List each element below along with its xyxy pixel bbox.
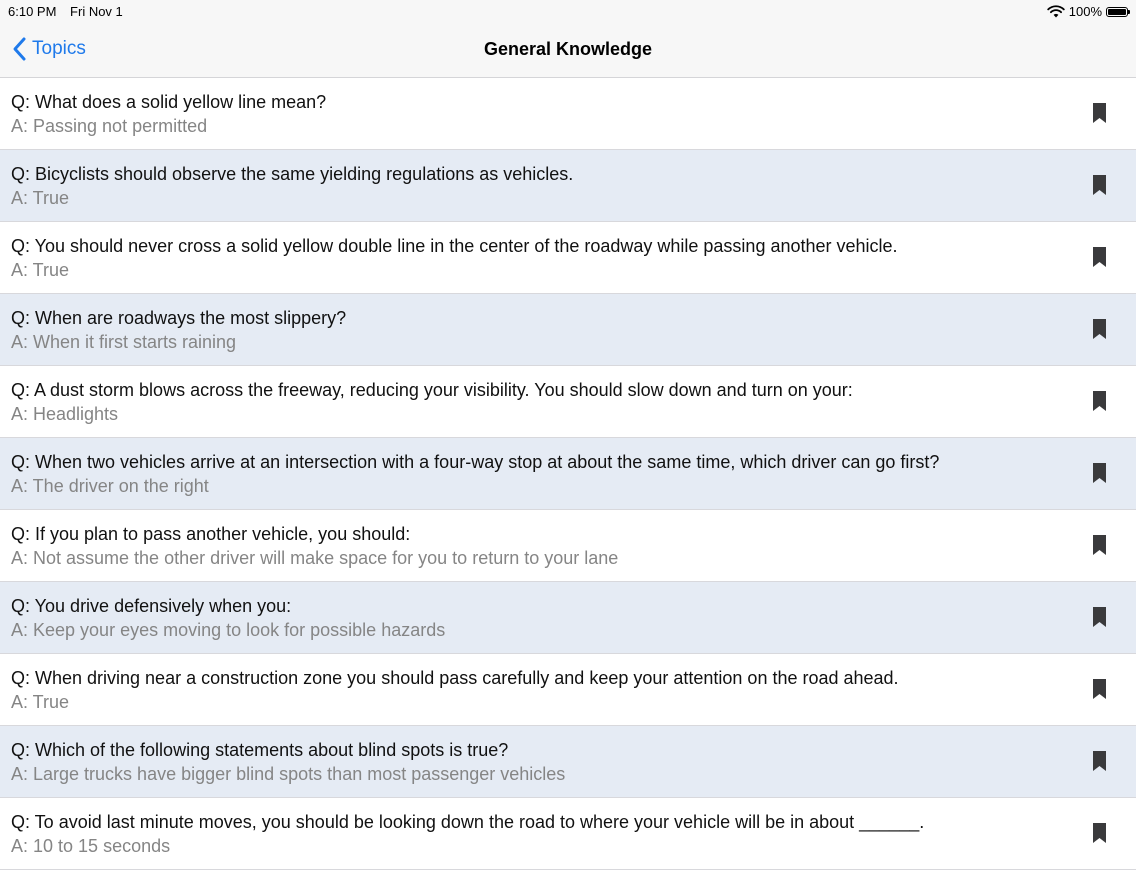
page-title: General Knowledge [483,39,653,59]
bookmark-icon[interactable] [1093,103,1106,123]
bookmark-icon[interactable] [1093,679,1106,699]
answer-text: A: True [11,692,70,712]
bookmark-icon[interactable] [1093,247,1106,267]
list-item[interactable] [0,438,1136,510]
list-item[interactable] [0,366,1136,438]
bookmark-icon[interactable] [1093,751,1106,771]
bookmark-icon[interactable] [1093,319,1106,339]
question-text: Q: A dust storm blows across the freeway, reducing your visibility. You should slow down and turn on your: [11,380,853,400]
answer-text: A: Headlights [11,404,119,424]
status-date: Fri Nov 1 [70,4,123,19]
question-text: Q: When two vehicles arrive at an intersection with a four-way stop at about the same time, which driver can go first? [11,452,940,472]
bookmark-icon[interactable] [1093,391,1106,411]
question-text: Q: Bicyclists should observe the same yielding regulations as vehicles. [11,164,574,184]
status-time: 6:10 PM [8,4,57,19]
bookmark-icon[interactable] [1093,535,1106,555]
navigation-bar [0,22,1136,78]
wifi-icon [1047,5,1065,18]
answer-text: A: True [11,260,70,280]
battery-icon [1106,7,1128,17]
list-item[interactable] [0,582,1136,654]
question-text: Q: To avoid last minute moves, you should be looking down the road to where your vehicle will be in about ______. [11,812,925,832]
bookmark-icon[interactable] [1093,607,1106,627]
question-text: Q: If you plan to pass another vehicle, you should: [11,524,411,544]
list-item[interactable] [0,222,1136,294]
status-bar [0,0,1136,22]
battery-percent: 100% [1068,4,1102,19]
bookmark-icon[interactable] [1093,463,1106,483]
list-item[interactable] [0,798,1136,870]
answer-text: A: Passing not permitted [11,116,208,136]
list-item[interactable] [0,78,1136,150]
list-item[interactable] [0,510,1136,582]
answer-text: A: When it first starts raining [11,332,237,352]
status-left [8,4,123,19]
status-right [1047,4,1128,19]
list-item[interactable] [0,654,1136,726]
battery-fill [1108,9,1126,15]
list-item[interactable] [0,150,1136,222]
question-text: Q: What does a solid yellow line mean? [11,92,327,112]
question-text: Q: You should never cross a solid yellow double line in the center of the roadway while passing another vehicle. [11,236,898,256]
answer-text: A: The driver on the right [11,476,209,496]
back-button-label: Topics [32,38,86,59]
answer-text: A: 10 to 15 seconds [11,836,171,856]
question-text: Q: You drive defensively when you: [11,596,292,616]
question-text: Q: When driving near a construction zone you should pass carefully and keep your attention on the road ahead. [11,668,899,688]
list-item[interactable] [0,294,1136,366]
question-list [0,78,1136,870]
answer-text: A: Large trucks have bigger blind spots than most passenger vehicles [11,764,566,784]
question-text: Q: When are roadways the most slippery? [11,308,347,328]
question-text: Q: Which of the following statements about blind spots is true? [11,740,509,760]
answer-text: A: Not assume the other driver will make space for you to return to your lane [11,548,619,568]
bookmark-icon[interactable] [1093,823,1106,843]
list-item[interactable] [0,726,1136,798]
answer-text: A: True [11,188,70,208]
answer-text: A: Keep your eyes moving to look for possible hazards [11,620,446,640]
bookmark-icon[interactable] [1093,175,1106,195]
